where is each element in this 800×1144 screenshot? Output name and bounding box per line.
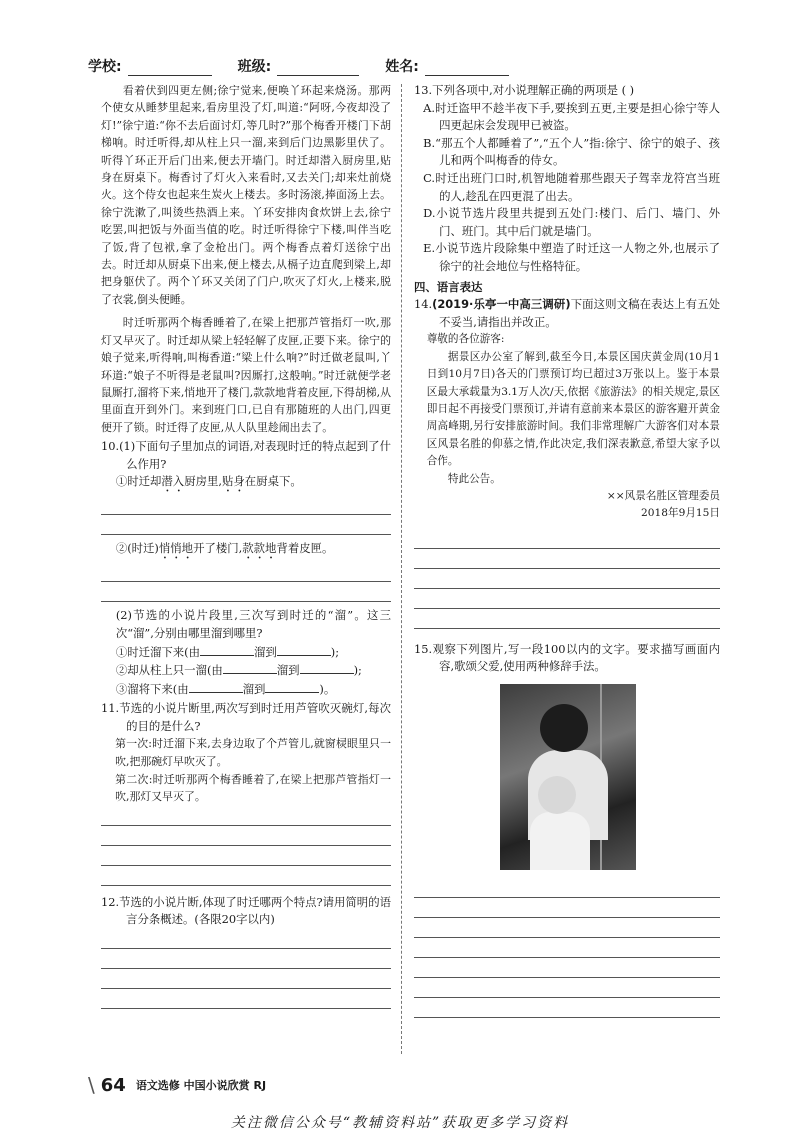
option-b[interactable]: B.“那五个人都睡着了”,“五个人”指:徐宁、徐宁的娘子、孩儿和两个叫梅香的侍女。 (423, 135, 720, 168)
answer-line[interactable] (101, 991, 391, 1009)
passage-paragraph-1: 看着伏到四更左侧;徐宁觉来,便唤丫环起来烧汤。那两个使女从睡梦里起来,看房里没了灯,叫道:“阿呀,今夜却没了灯!”徐宁道:“你不去后面讨灯,等几时?”那个梅香开楼门下胡梯响。时迁听得,却从柱上只一溜,来到后门边黑影里伏了。听得丫环正开后门出来,便去开墙门。时迁却潜入厨房里,贴身在厨桌下。梅香讨了灯火入来看时,又去关门;却来灶前烧火。这个侍女也起来生炭火上楼去。多时汤滚,捧面汤上去。徐宁洗漱了,叫烫些热酒上来。丫环安排肉食炊饼上去,徐宁吃罢,叫把饭与外面当值的吃。时迁听得徐宁下楼,叫伴当吃了饭,背了包袱,拿了金枪出门。两个梅香点着灯送徐宁出去。时迁却从厨桌下出来,便上楼去,从槅子边直爬到梁上,却把身躯伏了。两个丫环又关闭了门户,吹灭了灯火,上楼来,脱了衣裳,倒头便睡。 (101, 84, 391, 306)
fill-blank[interactable] (223, 661, 277, 674)
fill-blank[interactable] (265, 680, 319, 693)
answer-line[interactable] (414, 551, 720, 569)
answer-line[interactable] (101, 868, 391, 886)
fill-blank[interactable] (300, 661, 354, 674)
question-10: 10.(1)下面句子里加点的词语,对表现时迁的特点起到了什么作用? (101, 439, 391, 471)
footer-slash-icon: \ (88, 1073, 95, 1097)
question-15: 15.观察下列图片,写一段100以内的文字。要求描写画面内容,歌颂父爱,使用两种修辞手法。 (414, 641, 720, 674)
answer-line[interactable] (414, 1000, 720, 1018)
question-10-blank-2: ②却从柱上只一溜(由 溜到 ); (115, 663, 362, 678)
left-column (101, 82, 391, 1009)
answer-line[interactable] (101, 584, 391, 602)
passage-paragraph-2: 时迁听那两个梅香睡着了,在梁上把那芦管指灯一吹,那灯又早灭了。时迁却从梁上轻轻解了皮匣,正要下来。徐宁的娘子觉来,听得响,叫梅香道:“梁上什么响?”时迁做老鼠叫,丫环道:“娘子不听得是老鼠叫?因厮打,这般响。”时迁就便学老鼠厮打,溜将下来,悄地开了楼门,款款地背着皮匣,下得胡梯,从里面直开到外门。来到班门口,已自有那随班的人出门,四更便开了锁。时迁得了皮匣,从人队里趁闹出去了。 (101, 316, 391, 434)
answer-line[interactable] (414, 960, 720, 978)
answer-line[interactable] (414, 900, 720, 918)
answer-line[interactable] (101, 808, 391, 826)
answer-line[interactable] (414, 920, 720, 938)
question-10-sentence-2: ②(时迁)悄悄地开了楼门,款款地背着皮匣。 (115, 541, 334, 556)
answer-line[interactable] (414, 611, 720, 629)
page-footer (88, 1073, 266, 1097)
right-column (414, 82, 720, 1018)
school-label: 学校: (88, 59, 122, 75)
option-d[interactable]: D.小说节选片段里共提到五处门:楼门、后门、墙门、外门、班门。其中后门就是墙门。 (423, 206, 720, 238)
notice-closing: 特此公告。 (447, 472, 501, 485)
promo-handwriting: 关注微信公众号“教辅资料站”获取更多学习资料 (230, 1115, 570, 1131)
class-label: 班级: (237, 59, 272, 75)
book-title: 语文选修 中国小说欣赏 RJ (135, 1079, 267, 1092)
answer-line[interactable] (414, 940, 720, 958)
student-info-header (88, 56, 535, 76)
answer-line[interactable] (101, 931, 391, 949)
name-label: 姓名: (385, 59, 419, 75)
fill-blank[interactable] (189, 680, 243, 693)
option-a[interactable]: A.时迁盗甲不趁半夜下手,要挨到五更,主要是担心徐宁等人四更起床会发现甲已被盗。 (423, 100, 720, 133)
question-11-first: 第一次:时迁溜下来,去身边取了个芦管儿,就窗棂眼里只一吹,把那碗灯早吹灭了。 (115, 737, 391, 769)
answer-line[interactable] (414, 880, 720, 898)
option-e[interactable]: E.小说节选片段除集中塑造了时迁这一人物之外,也展示了徐宁的社会地位与性格特征。 (423, 241, 720, 273)
notice-salutation: 尊敬的各位游客: (426, 333, 505, 346)
notice-date: 2018年9月15日 (641, 507, 720, 520)
notice-body: 据景区办公室了解到,截至今日,本景区国庆黄金周(10月1日到10月7日)各天的门票预订均已超过3万张以上。鉴于本景区最大承载量为3.1万人次/天,依据《旅游法》的相关规定,景区即日起不再接受门票预订,并请有意前来本景区的游客避开黄金周高峰期,另行安排旅游时间。我们非常理解广大游客们对本景区风景名胜的仰慕之情,作此决定,我们深表歉意,希望大家予以合作。 (426, 350, 720, 468)
answer-line[interactable] (101, 564, 391, 582)
answer-line[interactable] (101, 951, 391, 969)
answer-line[interactable] (414, 980, 720, 998)
question-10-sentence-1: ①时迁却潜入厨房里,贴身在厨桌下。 (115, 474, 302, 489)
column-divider (401, 84, 402, 1054)
question-12: 12.节选的小说片断,体现了时迁哪两个特点?请用简明的语言分条概述。(各限20字以内) (101, 894, 391, 927)
question-10-blank-1: ①时迁溜下来(由 溜到 ); (115, 644, 340, 659)
question-14: 14.(2019·乐亭一中高三调研)下面这则文稿在表达上有五处不妥当,请指出并改正。 (414, 297, 720, 329)
answer-line[interactable] (101, 517, 391, 535)
page-number: 64 (100, 1074, 126, 1096)
answer-line[interactable] (414, 591, 720, 609)
name-field[interactable] (385, 56, 509, 76)
school-field[interactable] (88, 56, 212, 76)
fill-blank[interactable] (200, 643, 254, 656)
class-field[interactable] (238, 56, 360, 76)
answer-line[interactable] (101, 497, 391, 515)
answer-line[interactable] (101, 848, 391, 866)
answer-line[interactable] (414, 571, 720, 589)
option-c[interactable]: C.时迁出班门口时,机智地随着那些跟天子驾幸龙符宫当班的人,趁乱在四更混了出去。 (423, 170, 720, 203)
answer-line[interactable] (101, 971, 391, 989)
section-4-heading: 四、语言表达 (414, 279, 483, 294)
father-daughter-photo (500, 684, 636, 870)
answer-line[interactable] (101, 828, 391, 846)
question-10-blank-3: ③溜将下来(由 溜到 )。 (115, 681, 336, 696)
question-11-second: 第二次:时迁听那两个梅香睡着了,在梁上把那芦管指灯一吹,那灯又早灭了。 (115, 772, 391, 804)
question-10-part-2: (2)节选的小说片段里,三次写到时迁的“溜”。这三次“溜”,分别由哪里溜到哪里? (115, 608, 391, 640)
fill-blank[interactable] (277, 643, 331, 656)
question-13: 13.下列各项中,对小说理解正确的两项是 ( ) (414, 83, 635, 97)
notice-signature: ××风景名胜区管理委员 (606, 489, 720, 502)
question-11: 11.节选的小说片断里,两次写到时迁用芦管吹灭碗灯,每次的目的是什么? (101, 701, 391, 733)
notice-text (414, 331, 720, 522)
answer-line[interactable] (414, 531, 720, 549)
